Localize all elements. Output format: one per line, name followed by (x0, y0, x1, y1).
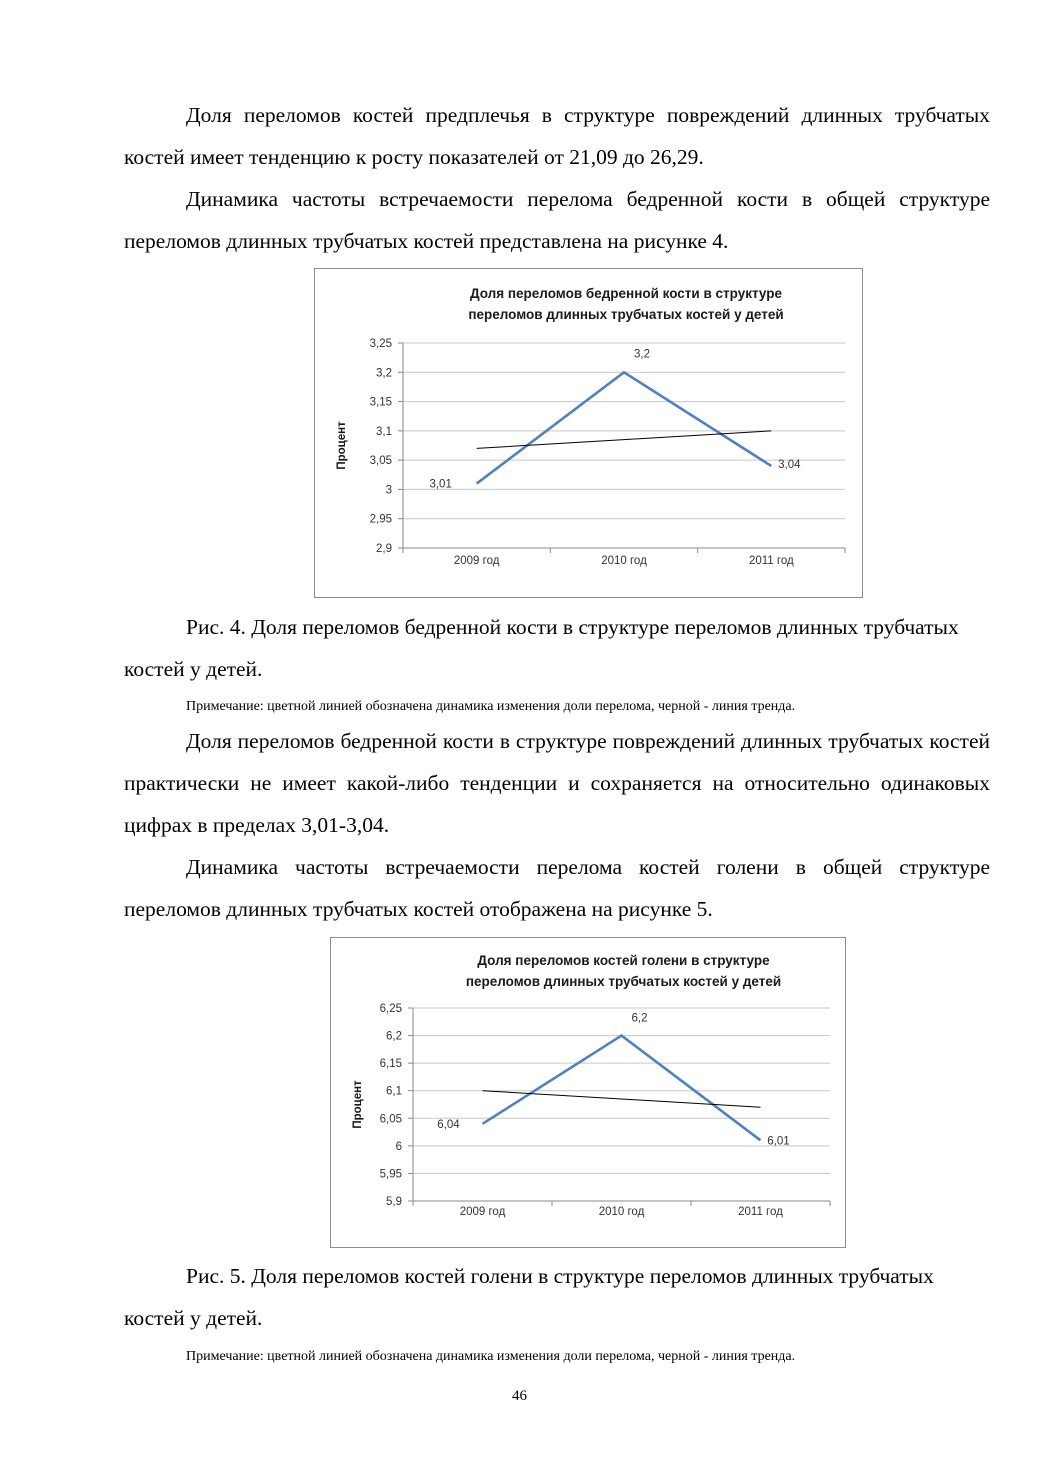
data-label: 6,04 (437, 1118, 460, 1131)
x-tick-label: 2011 год (738, 1206, 783, 1218)
y-axis-label: Процент (352, 1080, 364, 1129)
x-tick-label: 2010 год (601, 555, 647, 567)
figure-4-svg (315, 269, 861, 596)
figure-5-chart (330, 937, 846, 1248)
data-label: 3,01 (429, 478, 452, 491)
y-tick-label: 2,95 (369, 513, 392, 526)
x-tick-label: 2009 год (453, 555, 500, 567)
chart-title-line: Доля переломов костей голени в структуре (477, 953, 770, 968)
series-line (483, 1036, 761, 1141)
y-tick-label: 6,15 (379, 1058, 402, 1071)
y-tick-label: 5,95 (379, 1168, 402, 1181)
y-tick-label: 6,1 (386, 1085, 402, 1098)
y-axis-label: Процент (336, 421, 348, 470)
paragraph-4: Динамика частоты встречаемости перелома костей голени в общей структуре переломов длинных трубчатых костей отображена на рисунке 5. (124, 855, 990, 921)
data-label: 3,2 (634, 348, 650, 361)
figure-5-note: Примечание: цветной линией обозначена динамика изменения доли перелома, черной - линия тренда. (186, 1349, 796, 1364)
y-tick-label: 2,9 (376, 543, 392, 555)
page-number: 46 (512, 1388, 527, 1404)
figure-4-caption: Рис. 4. Доля переломов бедренной кости в структуре переломов длинных трубчатых костей у детей. (124, 615, 959, 681)
paragraph-2: Динамика частоты встречаемости перелома бедренной кости в общей структуре переломов длинных трубчатых костей представлена на рисунке 4. (124, 187, 990, 253)
y-tick-label: 3,15 (369, 396, 392, 409)
figure-5-svg (331, 938, 844, 1246)
y-tick-label: 6,05 (379, 1113, 402, 1126)
chart-title-line: переломов длинных трубчатых костей у детей (468, 307, 784, 322)
x-tick-label: 2009 год (459, 1206, 506, 1218)
figure-4-note: Примечание: цветной линией обозначена динамика изменения доли перелома, черной - линия тренда. (186, 699, 796, 714)
y-tick-label: 3,05 (369, 455, 392, 468)
trend-line (483, 1091, 761, 1108)
y-tick-label: 6,25 (379, 1003, 402, 1015)
y-tick-label: 6 (395, 1140, 402, 1153)
data-label: 6,01 (767, 1135, 790, 1148)
trend-line (477, 431, 772, 449)
y-tick-label: 3 (385, 484, 392, 497)
paragraph-3: Доля переломов бедренной кости в структуре повреждений длинных трубчатых костей практически не имеет какой-либо тенденции и сохраняется на относительно одинаковых цифрах в пределах 3,01-3,04. (124, 729, 990, 837)
figure-5-caption: Рис. 5. Доля переломов костей голени в структуре переломов длинных трубчатых костей у детей. (124, 1264, 934, 1330)
data-label: 3,04 (778, 459, 801, 471)
chart-title-line: Доля переломов бедренной кости в структуре (469, 286, 783, 301)
data-label: 6,2 (631, 1012, 648, 1025)
paragraph-1: Доля переломов костей предплечья в структуре повреждений длинных трубчатых костей имеет тенденцию к росту показателей от 21,09 до 26,29. (124, 103, 990, 169)
figure-4-chart (314, 268, 863, 598)
y-tick-label: 3,1 (376, 425, 392, 438)
y-tick-label: 6,2 (386, 1030, 402, 1043)
y-tick-label: 3,2 (376, 367, 392, 380)
series-line (477, 372, 772, 483)
x-tick-label: 2010 год (598, 1206, 645, 1218)
x-tick-label: 2011 год (748, 555, 794, 567)
y-tick-label: 3,25 (369, 338, 392, 350)
chart-title-line: переломов длинных трубчатых костей у детей (465, 974, 782, 989)
y-tick-label: 5,9 (386, 1196, 402, 1208)
